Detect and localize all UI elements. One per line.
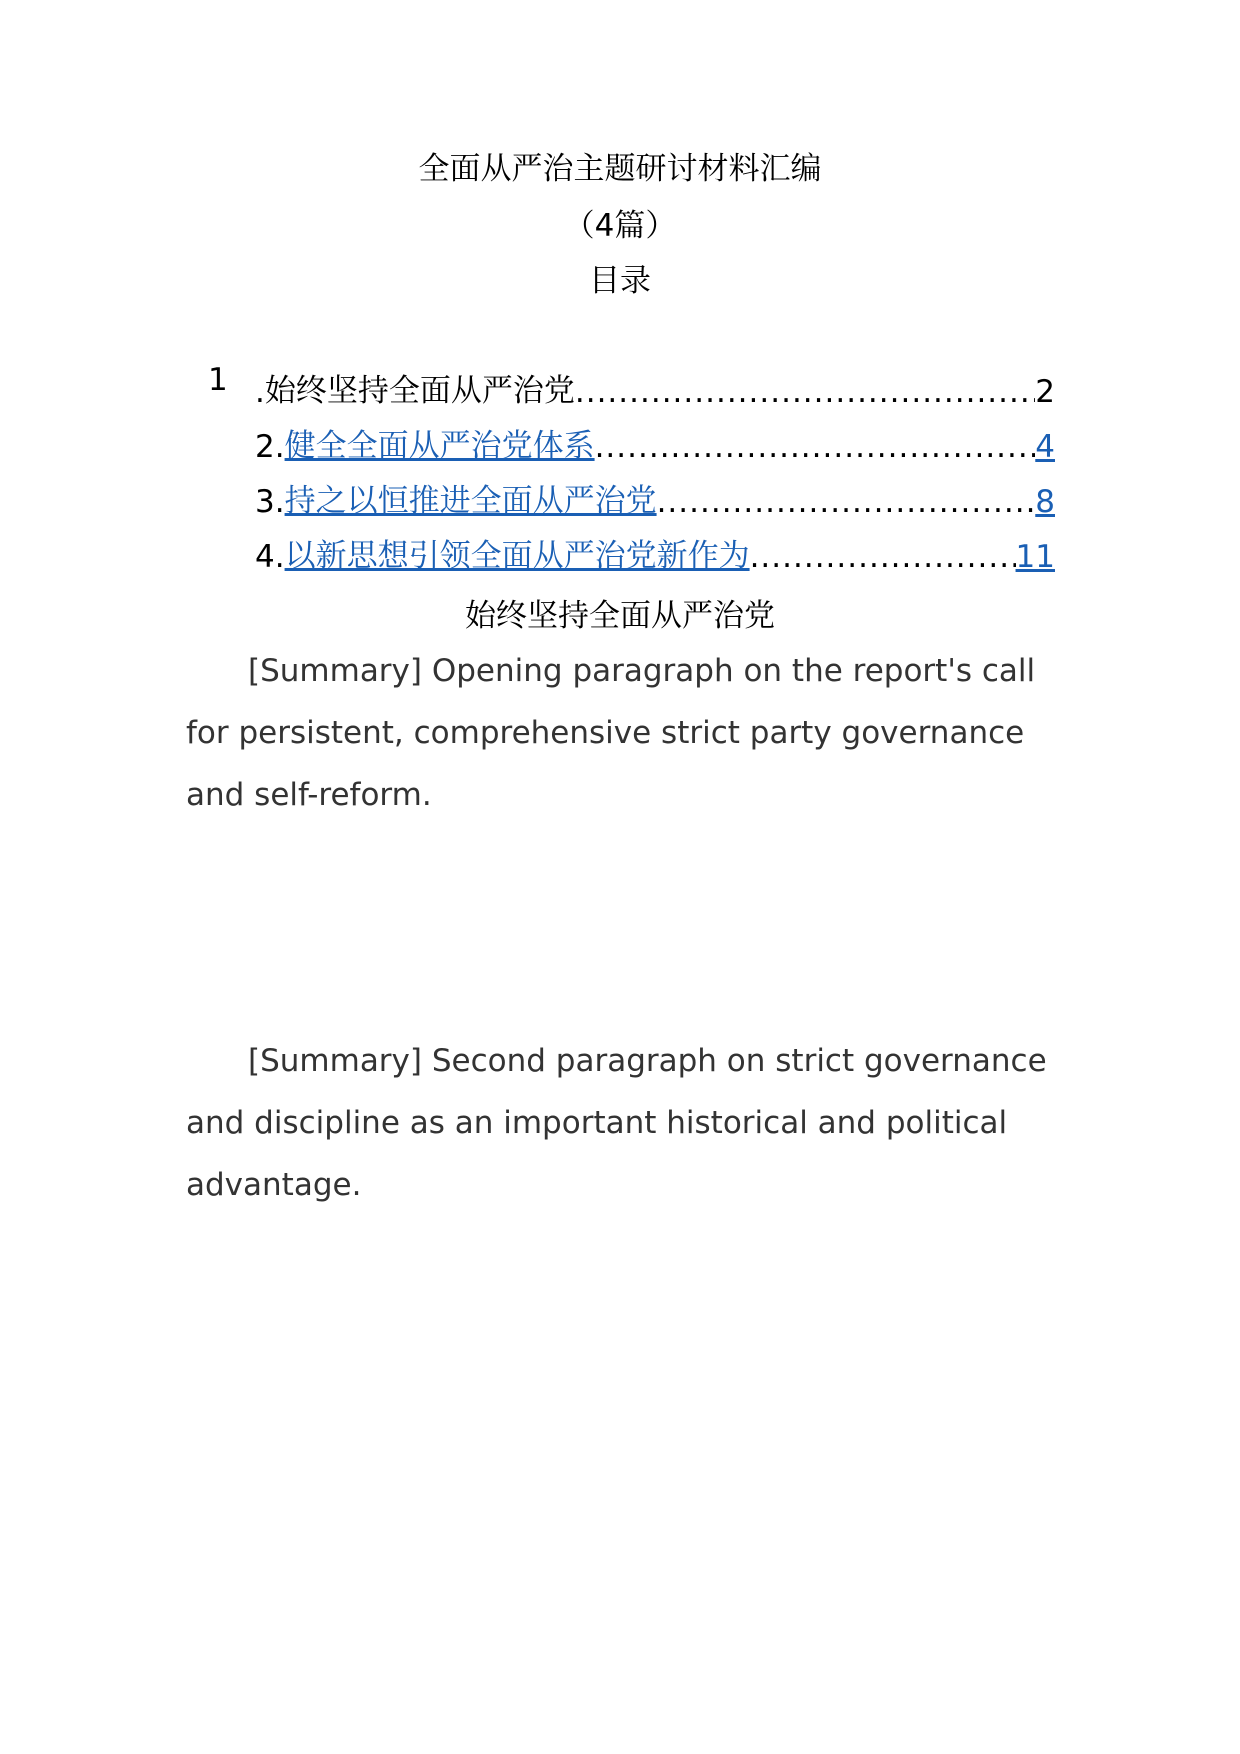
toc-leader-dots [575,374,1035,410]
toc-entry-title[interactable]: 健全全面从严治党体系 [284,428,595,464]
paragraph-summary: [Summary] Second paragraph on strict governance and discipline as an important historical and political advantage. [186,1043,1047,1203]
document-title: 全面从严治主题研讨材料汇编 [418,151,822,187]
toc-entry-2[interactable] [255,421,1055,465]
toc-entry-title: 始终坚持全面从严治党 [264,373,575,409]
toc-entry-1[interactable] [255,366,1055,410]
toc-entry-prefix: . [255,374,265,410]
toc-leader-dots [595,429,1036,465]
section-heading: 始终坚持全面从严治党 [465,598,775,634]
toc-first-number: 1 [208,362,228,398]
toc-entry-3[interactable] [255,476,1055,520]
toc-entry-page: 2 [1035,374,1055,410]
toc-entry-title[interactable]: 以新思想引领全面从严治党新作为 [284,538,750,574]
toc-entry-prefix: 3. [255,484,285,520]
toc-leader-dots [657,484,1036,520]
toc-heading: 目录 [589,263,651,299]
toc-leader-dots [750,539,1016,575]
toc-entry-4[interactable] [255,531,1055,575]
toc-entry-page[interactable]: 8 [1035,484,1055,520]
toc-entry-title[interactable]: 持之以恒推进全面从严治党 [284,483,657,519]
paragraph-summary: [Summary] Opening paragraph on the report's call for persistent, comprehensive strict party governance and self-reform. [186,653,1036,813]
document-subtitle: （4篇） [563,208,677,244]
toc-entry-prefix: 4. [255,539,285,575]
toc-entry-page[interactable]: 11 [1015,539,1055,575]
toc-entry-page[interactable]: 4 [1035,429,1055,465]
toc-entry-prefix: 2. [255,429,285,465]
